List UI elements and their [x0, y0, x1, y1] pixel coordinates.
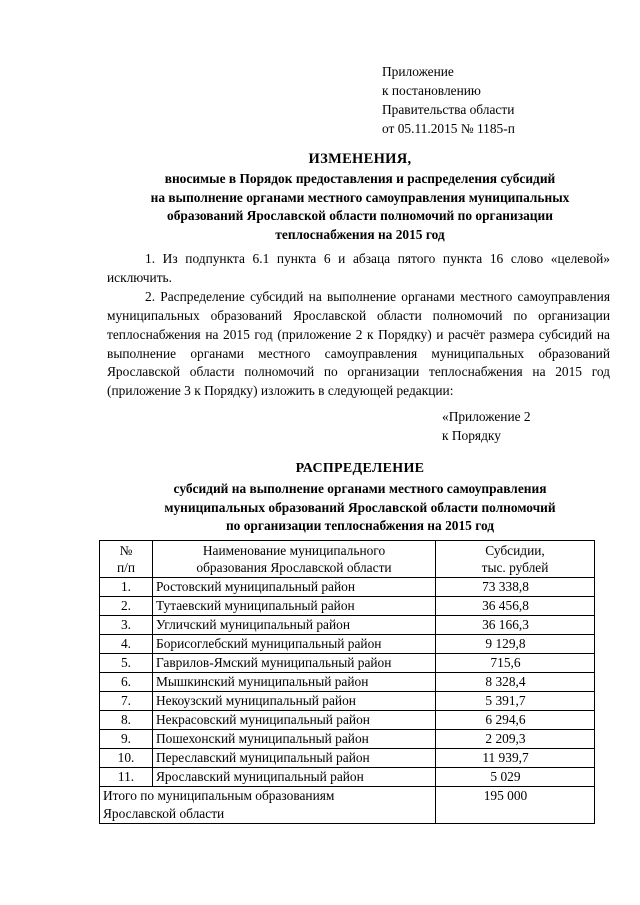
row-name: Пошехонский муниципальный район [153, 730, 436, 749]
table-row [100, 749, 595, 768]
table-row [100, 635, 595, 654]
title-heading: ИЗМЕНЕНИЯ, [308, 151, 412, 167]
row-name: Мышкинский муниципальный район [153, 673, 436, 692]
subsidy-table [99, 540, 595, 824]
row-value: 11 939,7 [436, 749, 595, 768]
header-sum-line-2: тыс. рублей [481, 560, 549, 575]
header-name-line-2: образования Ярославской области [196, 560, 392, 575]
row-num: 10. [100, 749, 153, 768]
table-row [100, 654, 595, 673]
appendix-2-line-2: к Порядку [442, 428, 501, 443]
appendix-line-2: к постановлению [382, 83, 481, 98]
row-value: 36 456,8 [436, 597, 595, 616]
row-num: 5. [100, 654, 153, 673]
body-text [107, 250, 610, 401]
distribution-line-2: муниципальных образований Ярославской области полномочий [164, 499, 556, 515]
paragraph-1: 1. Из подпункта 6.1 пункта 6 и абзаца пятого пункта 16 слово «целевой» исключить. [107, 251, 610, 285]
appendix-2-line-1: «Приложение 2 [442, 409, 531, 424]
header-num-line-2: п/п [116, 560, 136, 575]
row-num: 7. [100, 692, 153, 711]
row-num: 11. [100, 768, 153, 787]
table-row [100, 768, 595, 787]
row-value: 9 129,8 [436, 635, 595, 654]
row-name: Гаврилов-Ямский муниципальный район [153, 654, 436, 673]
row-value: 8 328,4 [436, 673, 595, 692]
table-row [100, 597, 595, 616]
table-row [100, 578, 595, 597]
table-total-row [100, 787, 595, 824]
table-header-row [100, 541, 595, 578]
total-label-line-1: Итого по муниципальным образованиям [103, 788, 335, 803]
table-row [100, 616, 595, 635]
row-num: 3. [100, 616, 153, 635]
total-label-line-2: Ярославской области [103, 806, 225, 821]
title-line-1: вносимые в Порядок предоставления и распределения субсидий [164, 171, 556, 186]
row-name: Некоузский муниципальный район [153, 692, 436, 711]
table-row [100, 730, 595, 749]
table-row [100, 692, 595, 711]
appendix-2-label [442, 407, 531, 445]
row-num: 4. [100, 635, 153, 654]
header-name-line-1: Наименование муниципального [202, 543, 386, 558]
row-name: Ростовский муниципальный район [153, 578, 436, 597]
row-value: 5 029 [436, 768, 595, 787]
row-value: 715,6 [436, 654, 595, 673]
header-num-line-1: № [119, 543, 133, 558]
row-name: Переславский муниципальный район [153, 749, 436, 768]
header-sum [436, 541, 595, 578]
total-label [100, 787, 436, 824]
row-num: 6. [100, 673, 153, 692]
distribution-title [60, 460, 640, 536]
appendix-line-3: Правительства области [382, 102, 515, 117]
total-value: 195 000 [436, 787, 595, 824]
row-value: 2 209,3 [436, 730, 595, 749]
table-row [100, 711, 595, 730]
row-value: 73 338,8 [436, 578, 595, 597]
row-name: Тутаевский муниципальный район [153, 597, 436, 616]
row-name: Некрасовский муниципальный район [153, 711, 436, 730]
appendix-header [382, 62, 515, 138]
document-title [60, 150, 640, 244]
table-row [100, 673, 595, 692]
row-value: 6 294,6 [436, 711, 595, 730]
table-body [100, 578, 595, 787]
paragraph-2: 2. Распределение субсидий на выполнение органами местного самоуправления муниципальных образований Ярославской области полномочий по организации теплоснабжения на 2015 год (приложение 2 к Порядку) и расчёт размера субсидий на выполнение органами местного самоуправления муниципальных образований Ярославской области полномочий по организации теплоснабжения на 2015 год (приложение 3 к Порядку) изложить в следующей редакции: [107, 288, 610, 399]
appendix-line-4: от 05.11.2015 № 1185-п [382, 121, 515, 136]
row-num: 1. [100, 578, 153, 597]
title-line-4: теплоснабжения на 2015 год [275, 226, 445, 242]
distribution-line-1: субсидий на выполнение органами местного самоуправления [173, 481, 547, 496]
row-name: Борисоглебский муниципальный район [153, 635, 436, 654]
title-line-2: на выполнение органами местного самоуправления муниципальных [150, 189, 570, 205]
row-value: 5 391,7 [436, 692, 595, 711]
distribution-heading: РАСПРЕДЕЛЕНИЕ [295, 461, 425, 476]
row-num: 9. [100, 730, 153, 749]
header-sum-line-1: Субсидии, [485, 543, 545, 558]
row-name: Ярославский муниципальный район [153, 768, 436, 787]
row-value: 36 166,3 [436, 616, 595, 635]
distribution-line-3: по организации теплоснабжения на 2015 год [225, 518, 495, 534]
row-name: Угличский муниципальный район [153, 616, 436, 635]
header-name [153, 541, 436, 578]
title-line-3: образований Ярославской области полномочий по организации [167, 208, 553, 224]
row-num: 8. [100, 711, 153, 730]
appendix-line-1: Приложение [382, 64, 454, 79]
row-num: 2. [100, 597, 153, 616]
header-num [100, 541, 153, 578]
